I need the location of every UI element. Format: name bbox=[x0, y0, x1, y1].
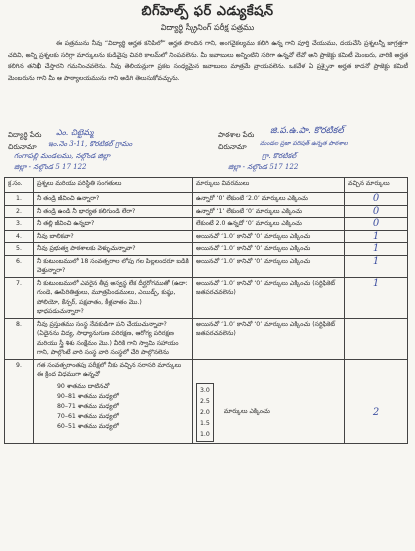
row-question: నీవు ప్రభుత్వ పాఠశాలకు వెళ్ళుచున్నావా? bbox=[34, 243, 193, 256]
row-number: 2. bbox=[5, 205, 34, 218]
student-address-label: చిరునామా bbox=[8, 143, 37, 151]
row-marks-rule: లేకుంటే 2.0 ఉన్నదో ‘0’ మార్కులు ఎక్కించు bbox=[193, 218, 345, 231]
table-header-row bbox=[5, 178, 408, 193]
row-mark[interactable]: 1 bbox=[345, 243, 408, 256]
score-scale-box bbox=[196, 383, 214, 442]
row-marks-rule: అయినచో ‘1.0’ కానిచో ‘0’ మార్కులు ఎక్కించు bbox=[193, 230, 345, 243]
table-row bbox=[5, 230, 408, 243]
col-header-marks-details: మార్కులు వివరములు bbox=[193, 178, 345, 193]
school-address-line3: జిల్లా - నల్గొండ 517 122 bbox=[228, 163, 299, 171]
form-subtitle: విద్యార్థి స్క్రీనింగ్ పరీక్ష పత్రము bbox=[160, 23, 255, 32]
row-marks-rule bbox=[193, 359, 345, 443]
row-question: నీవు ప్రస్తుతము సంస్థ నేవకుడిగా పని చేయుచున్నావా? (ఏదైనను విద్య, సాధ్యానుగుణ పరిరక్షణ, ఆరోగ్య పరిరక్షణ మరియు స్త్రీ శిశు సంక్షేమం మొ.) వీరికి గాని స్వామి సహాయం గాని, పాల్గొంటే వారి సంస్థ వారి సంస్థలో చేరి పాల్గొనలెను bbox=[34, 318, 193, 359]
score-value: 3.0 bbox=[200, 386, 210, 394]
grade-item: 90 శాతము దాటినచో bbox=[57, 382, 110, 390]
school-name-value: జి.ప.ఉ.పా. కొరటికల్ bbox=[270, 126, 344, 136]
row-marks-rule: ఉన్నారో ‘0’ లేకుంటే ‘2.0’ మార్కులు ఎక్కించు bbox=[193, 193, 345, 206]
row-question: నీ కుటుంబములో ఎవరైన తీవ్ర అస్వస్థ లేక దీర్ఘరోగముతో (ఉదా: గుండె, ఊపిరితిత్తులు, మూత్రపిండములు, ఎయిడ్స్, కుష్ఠు, పోలియో, కేన్సర్, పక్షవాతం, కీళ్లవాతం మొ.) భాధపడుచున్నారా? bbox=[34, 277, 193, 318]
table-row bbox=[5, 243, 408, 256]
row-number: 8. bbox=[5, 318, 34, 359]
row-number: 3. bbox=[5, 218, 34, 231]
row-mark[interactable]: 1 bbox=[345, 255, 408, 277]
school-address-label: చిరునామా bbox=[218, 143, 247, 151]
instructions-paragraph bbox=[8, 38, 408, 84]
table-row bbox=[5, 359, 408, 443]
table-row bbox=[5, 277, 408, 318]
student-name-label: విద్యార్థి పేరు bbox=[8, 131, 42, 139]
row-question: నీ కుటుంబములో 18 సంవత్సరాల లోపు గల పిల్లలందరూ బడికి వెళ్తున్నారా? bbox=[34, 255, 193, 277]
row-question-text: గత సంవత్సరాంతపు పరీక్షలో నీకు వచ్చిన సరాసరి మార్కులు ఈ క్రింద విధముగా ఉన్నచో bbox=[37, 361, 182, 378]
table-row bbox=[5, 205, 408, 218]
row-question: నీ తండ్రి జీవించి ఉన్నారా? bbox=[34, 193, 193, 206]
col-header-number: క్ర.సం. bbox=[5, 178, 34, 193]
score-value: 1.5 bbox=[200, 419, 210, 427]
row-question: నీవు బాలికవా? bbox=[34, 230, 193, 243]
row-question bbox=[34, 359, 193, 443]
row-mark[interactable]: 0 bbox=[345, 205, 408, 218]
row-number: 5. bbox=[5, 243, 34, 256]
row-marks-rule: ఉన్నారో ‘1’ లేకుంటే ‘0’ మార్కులు ఎక్కించు bbox=[193, 205, 345, 218]
row-number: 9. bbox=[5, 359, 34, 443]
row-mark[interactable] bbox=[345, 318, 408, 359]
row-question: నీ తల్లి జీవించి ఉన్నదా? bbox=[34, 218, 193, 231]
score-value: 2.0 bbox=[200, 408, 210, 416]
row-mark[interactable]: 1 bbox=[345, 277, 408, 318]
student-name-value: ఎం. చిట్టెమ్మ bbox=[56, 128, 94, 137]
score-value: 2.5 bbox=[200, 397, 210, 405]
table-row bbox=[5, 318, 408, 359]
row-number: 4. bbox=[5, 230, 34, 243]
row-marks-rule: అయినచో ‘1.0’ కానిచో ‘0’ మార్కులు ఎక్కించు (సర్టిఫికెట్ జతపరచవలెను) bbox=[193, 318, 345, 359]
row-number: 6. bbox=[5, 255, 34, 277]
form-title: బిగ్‌హెల్ప్ ఫర్ ఎడ్యుకేషన్ bbox=[141, 4, 274, 19]
grade-item: 80–71 శాతము మధ్యలో bbox=[57, 402, 119, 410]
school-address-value: మండల ప్రజా పరిషత్ ఉన్నత పాఠశాల bbox=[260, 140, 348, 147]
row-mark[interactable]: 2 bbox=[345, 359, 408, 443]
marks-instruction: మార్కులు ఎక్కించు bbox=[223, 408, 270, 416]
grade-item: 90–81 శాతము మధ్యలో bbox=[57, 392, 119, 400]
row-number: 7. bbox=[5, 277, 34, 318]
table-row bbox=[5, 218, 408, 231]
grade-item: 70–61 శాతము మధ్యలో bbox=[57, 412, 119, 420]
grade-item: 60–51 శాతము మధ్యలో bbox=[57, 422, 119, 430]
col-header-question: ప్రశ్నలు మరియు పరిస్థితి సంగతులు bbox=[34, 178, 193, 193]
row-mark[interactable]: 1 bbox=[345, 230, 408, 243]
row-question: నీ తండ్రి ఉండి నీ భార్యత కలిగుండి లేరా? bbox=[34, 205, 193, 218]
row-mark[interactable]: 0 bbox=[345, 218, 408, 231]
table-row bbox=[5, 193, 408, 206]
student-address-value: ఇం.నెం 3-11, కొరటికల్ గ్రామం bbox=[48, 140, 133, 148]
school-name-label: పాఠశాల పేరు bbox=[218, 131, 255, 139]
table-row bbox=[5, 255, 408, 277]
col-header-marks-obtained: వచ్చిన మార్కులు bbox=[345, 178, 408, 193]
row-marks-rule: అయినచో ‘1.0’ కానిచో ‘0’ మార్కులు ఎక్కించు (సర్టిఫికెట్ జతపరచవలెను) bbox=[193, 277, 345, 318]
row-number: 1. bbox=[5, 193, 34, 206]
score-value: 1.0 bbox=[200, 430, 210, 438]
screening-questions-table bbox=[4, 177, 408, 444]
student-address-line2: గంగాపల్లి మండలము, నల్గొండ జిల్లా bbox=[14, 152, 111, 160]
school-address-line2: గ్రా. కొరటికల్ bbox=[262, 152, 297, 160]
instructions-text: ఈ పత్రమును నీవు “విద్యార్థి అర్హత కనిపిలో” అర్హత పొందిన గాని, అంగవైకల్యము కలిగి ఉన్న గాని పూర్తి చేయుము, దయచేసి ప్రశ్నలన్నీ జాగ్రత్తగా చదివి, అన్ని ప్రశ్నలకు సరిగ్గా మార్కులను కుడివైపు చివరి కాలమ్‌లో నింపవలెను. మీ జవాబులు అన్నింటిని సరిగా ఉన్నవో లేవో అని ప్రాజెక్టు కమిటీ మెంబరు, వారికి అర్హత కలిగిన తనిఖీ చేస్తారని గమనించవలెను. నీవు తెలియన్లుగా ప్రకట సంధ్యమైన జవాబులు మాత్రమే వ్రాయవలెను. ఒకవేళ ఏ ప్రశ్నైనా అర్హత కాదనో ప్రాజెక్టు కమిటీ మెంబరును గాని మీ ఆ పాఠ్యాలయమును గాని అడిగి తెలుసుకోవచ్చును. bbox=[8, 40, 408, 82]
row-marks-rule: అయినచో ‘1.0’ కానిచో ‘0’ మార్కులు ఎక్కించు bbox=[193, 243, 345, 256]
row-mark[interactable]: 0 bbox=[345, 193, 408, 206]
row-marks-rule: అయినచో ‘1.0’ కానిచో ‘0’ మార్కులు ఎక్కించు bbox=[193, 255, 345, 277]
grade-list bbox=[57, 382, 189, 432]
student-address-line3: జిల్లా - నల్గొండ 5 17 122 bbox=[14, 163, 87, 171]
